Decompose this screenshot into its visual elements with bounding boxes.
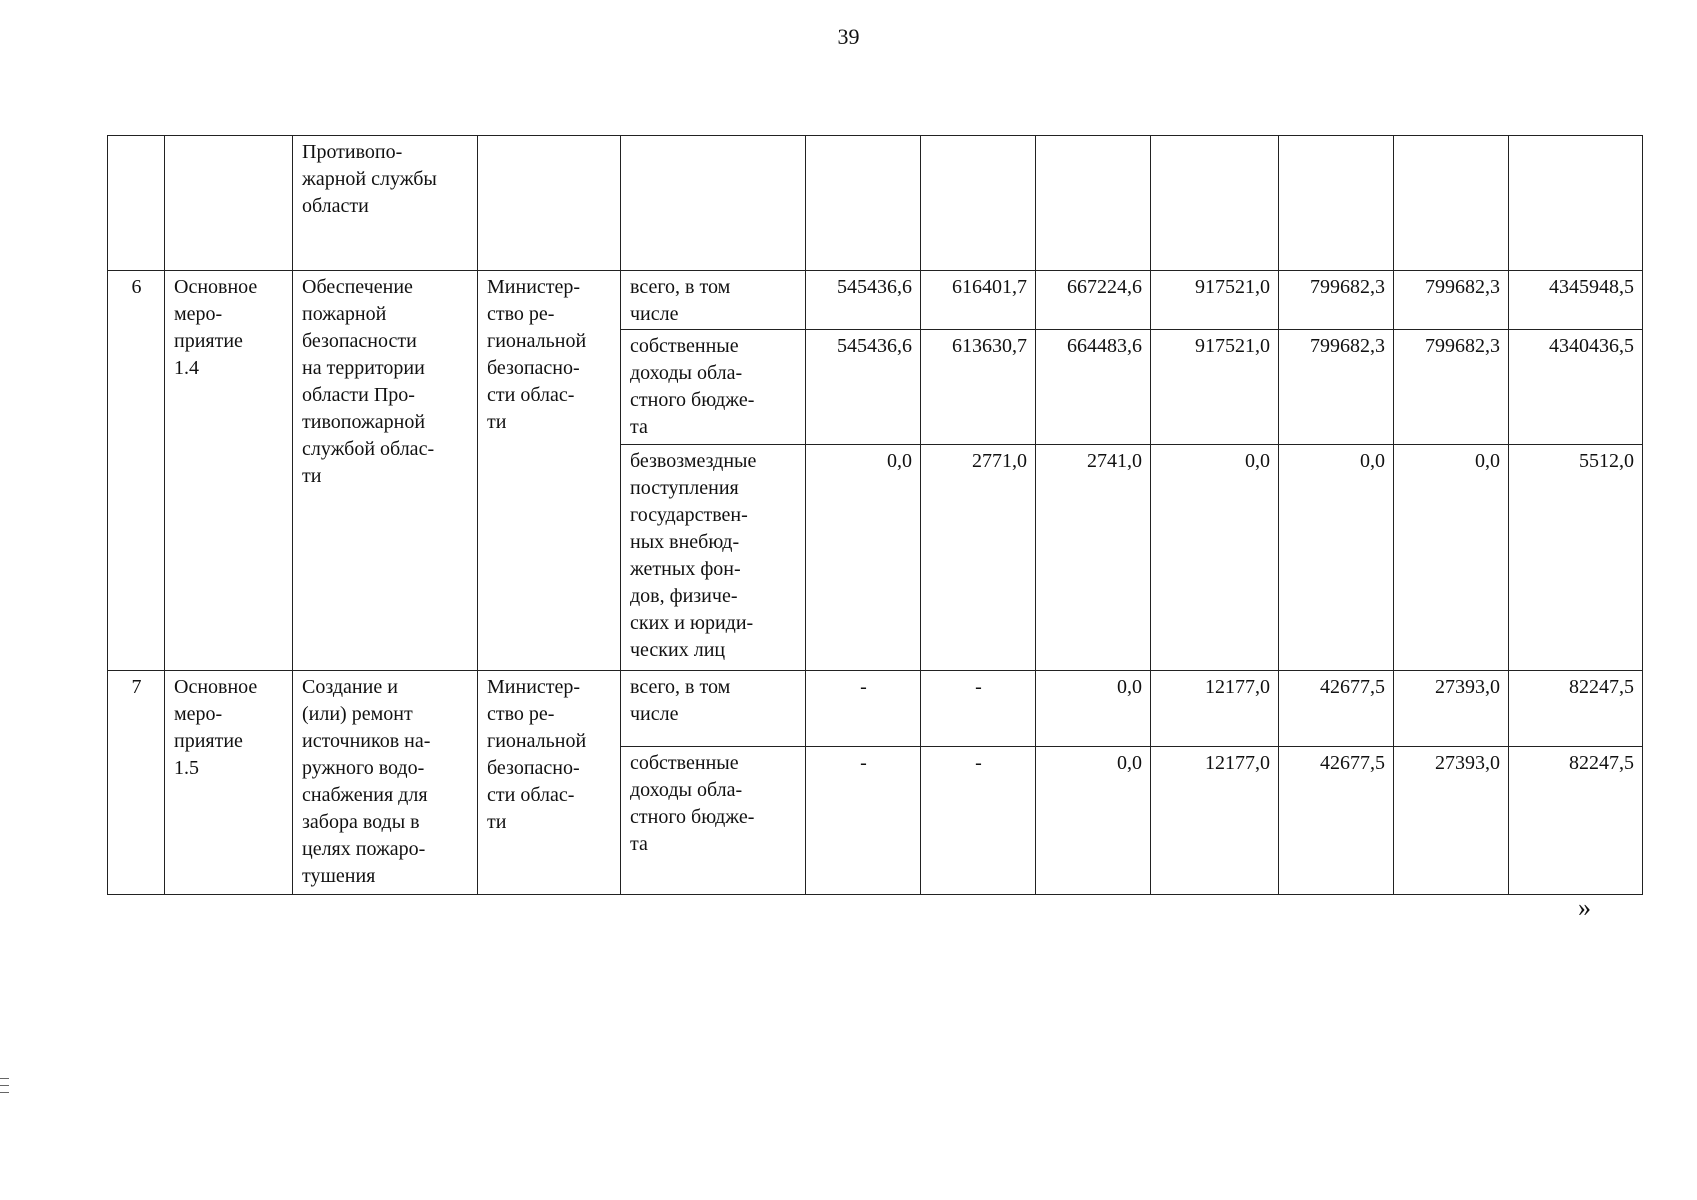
- activity-cell: Основное меро- приятие 1.4: [165, 271, 293, 671]
- value-cell: 12177,0: [1151, 671, 1279, 747]
- activity-name-cell: Создание и (или) ремонт источников на- ружного водо- снабжения для забора воды в целях пожаро- тушения: [293, 671, 478, 895]
- value-cell: 799682,3: [1279, 330, 1394, 445]
- cell-empty: [1151, 136, 1279, 271]
- margin-mark: [0, 1078, 9, 1079]
- value-cell: 0,0: [1036, 747, 1151, 895]
- cell-empty: [1279, 136, 1394, 271]
- value-cell: 667224,6: [1036, 271, 1151, 330]
- source-label: безвозмездные поступления государствен- ных внебюд- жетных фон- дов, физиче- ских и юриди- ческих лиц: [621, 445, 806, 671]
- cell-empty: [478, 136, 621, 271]
- continuation-performer-text: Противопо- жарной службы области: [302, 141, 437, 217]
- value-cell: 0,0: [1036, 671, 1151, 747]
- budget-table: [107, 135, 1643, 895]
- value-cell: 27393,0: [1394, 671, 1509, 747]
- value-cell: 4345948,5: [1509, 271, 1643, 330]
- value-cell: 664483,6: [1036, 330, 1151, 445]
- activity-name-cell: Обеспечение пожарной безопасности на территории области Про- тивопожарной службой облас- ти: [293, 271, 478, 671]
- page-number: 39: [837, 24, 860, 49]
- value-cell: -: [921, 747, 1036, 895]
- value-cell: 42677,5: [1279, 747, 1394, 895]
- cell-empty: [1394, 136, 1509, 271]
- source-label: всего, в том числе: [621, 271, 806, 330]
- value-cell: 0,0: [1394, 445, 1509, 671]
- cell-empty: [165, 136, 293, 271]
- value-cell: 917521,0: [1151, 330, 1279, 445]
- cell-empty: [1036, 136, 1151, 271]
- value-cell: -: [806, 747, 921, 895]
- value-cell: 799682,3: [1279, 271, 1394, 330]
- value-cell: 82247,5: [1509, 671, 1643, 747]
- value-cell: 0,0: [1279, 445, 1394, 671]
- row-number: 7: [108, 671, 165, 895]
- source-label: собственные доходы обла- стного бюдже- та: [621, 747, 806, 895]
- activity-cell: Основное меро- приятие 1.5: [165, 671, 293, 895]
- cell-empty: [806, 136, 921, 271]
- cell-empty: [621, 136, 806, 271]
- value-cell: 12177,0: [1151, 747, 1279, 895]
- closing-quote: »: [1578, 893, 1591, 922]
- value-cell: 616401,7: [921, 271, 1036, 330]
- row-number: 6: [108, 271, 165, 671]
- value-cell: 2771,0: [921, 445, 1036, 671]
- table-row: [108, 671, 1643, 747]
- value-cell: 0,0: [806, 445, 921, 671]
- table-row: [108, 271, 1643, 330]
- continuation-performer-cell: [293, 136, 478, 271]
- value-cell: -: [806, 671, 921, 747]
- value-cell: 42677,5: [1279, 671, 1394, 747]
- value-cell: 4340436,5: [1509, 330, 1643, 445]
- executor-cell: Министер- ство ре- гиональной безопасно- сти облас- ти: [478, 671, 621, 895]
- value-cell: 0,0: [1151, 445, 1279, 671]
- cell-empty: [1509, 136, 1643, 271]
- margin-mark: [0, 1085, 9, 1086]
- value-cell: 545436,6: [806, 271, 921, 330]
- source-label: собственные доходы обла- стного бюдже- та: [621, 330, 806, 445]
- value-cell: 82247,5: [1509, 747, 1643, 895]
- value-cell: 799682,3: [1394, 271, 1509, 330]
- value-cell: 27393,0: [1394, 747, 1509, 895]
- cell-empty: [921, 136, 1036, 271]
- value-cell: 5512,0: [1509, 445, 1643, 671]
- executor-cell: Министер- ство ре- гиональной безопасно- сти облас- ти: [478, 271, 621, 671]
- source-label: всего, в том числе: [621, 671, 806, 747]
- value-cell: 613630,7: [921, 330, 1036, 445]
- value-cell: -: [921, 671, 1036, 747]
- continuation-row: [108, 136, 1643, 271]
- cell-empty: [108, 136, 165, 271]
- margin-mark: [0, 1092, 9, 1093]
- value-cell: 2741,0: [1036, 445, 1151, 671]
- value-cell: 545436,6: [806, 330, 921, 445]
- value-cell: 917521,0: [1151, 271, 1279, 330]
- value-cell: 799682,3: [1394, 330, 1509, 445]
